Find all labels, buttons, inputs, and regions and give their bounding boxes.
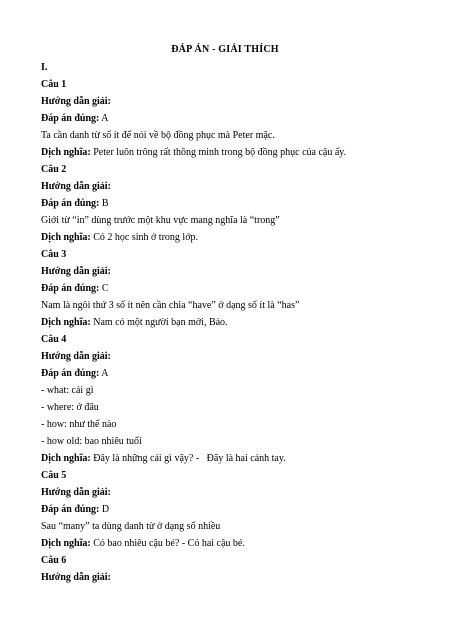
answer-label: Đáp án đúng: [41, 504, 100, 515]
answer-value: C [99, 283, 109, 294]
question-1-answer [41, 113, 109, 125]
question-1-guide: Hướng dẫn giải: [41, 96, 111, 107]
question-2-translation [41, 232, 198, 244]
translation-label: Dịch nghĩa: [41, 232, 91, 243]
translation-label: Dịch nghĩa: [41, 147, 91, 158]
list-item: - how: như thế nào [41, 419, 117, 430]
answer-label: Đáp án đúng: [41, 283, 100, 294]
list-item: - where: ở đâu [41, 402, 99, 413]
translation-label: Dịch nghĩa: [41, 317, 91, 328]
question-4-heading: Câu 4 [41, 334, 67, 345]
question-2-heading: Câu 2 [41, 164, 67, 175]
question-5-answer [41, 504, 109, 516]
page-title: ĐÁP ÁN - GIẢI THÍCH [171, 44, 279, 55]
answer-value: A [99, 113, 109, 124]
answer-value: A [99, 368, 109, 379]
answer-value: D [99, 504, 110, 515]
question-3-guide: Hướng dẫn giải: [41, 266, 111, 277]
question-5-guide: Hướng dẫn giải: [41, 487, 111, 498]
translation-label: Dịch nghĩa: [41, 453, 91, 464]
translation-label: Dịch nghĩa: [41, 538, 91, 549]
question-4-translation [41, 453, 286, 465]
list-item: - how old: bao nhiêu tuổi [41, 436, 142, 447]
question-2-answer [41, 198, 109, 210]
translation-text: Peter luôn trông rất thông minh trong bộ đồng phục của cậu ấy. [90, 147, 347, 158]
answer-value: B [99, 198, 109, 209]
translation-text: Có 2 học sinh ở trong lớp. [90, 232, 198, 243]
translation-text: Có bao nhiêu cậu bé? - Có hai cậu bé. [90, 538, 245, 549]
question-3-answer [41, 283, 109, 295]
question-1-explanation: Ta cần danh từ số ít để nói về bộ đồng phục mà Peter mặc. [41, 130, 275, 141]
question-2-explanation: Giới từ “in” dùng trước một khu vực mang nghĩa là “trong” [41, 215, 280, 226]
question-4-guide: Hướng dẫn giải: [41, 351, 111, 362]
question-6-guide: Hướng dẫn giải: [41, 572, 111, 583]
translation-text: Đây là những cái gì vậy? - Đây là hai cánh tay. [90, 453, 286, 464]
answer-label: Đáp án đúng: [41, 113, 100, 124]
list-item: - what: cái gì [41, 385, 94, 396]
question-1-translation [41, 147, 346, 159]
answer-label: Đáp án đúng: [41, 198, 100, 209]
question-5-heading: Câu 5 [41, 470, 67, 481]
question-5-translation [41, 538, 245, 550]
question-1-heading: Câu 1 [41, 79, 67, 90]
question-3-heading: Câu 3 [41, 249, 67, 260]
answer-label: Đáp án đúng: [41, 368, 100, 379]
question-2-guide: Hướng dẫn giải: [41, 181, 111, 192]
section-heading: I. [41, 62, 48, 73]
question-3-translation [41, 317, 228, 329]
translation-text: Nam có một người bạn mới, Bảo. [90, 317, 228, 328]
question-5-explanation: Sau “many” ta dùng danh từ ở dạng số nhiều [41, 521, 221, 532]
question-4-answer [41, 368, 109, 380]
question-6-heading: Câu 6 [41, 555, 67, 566]
question-3-explanation: Nam là ngôi thứ 3 số ít nên cần chia “have” ở dạng số ít là “has” [41, 300, 300, 311]
